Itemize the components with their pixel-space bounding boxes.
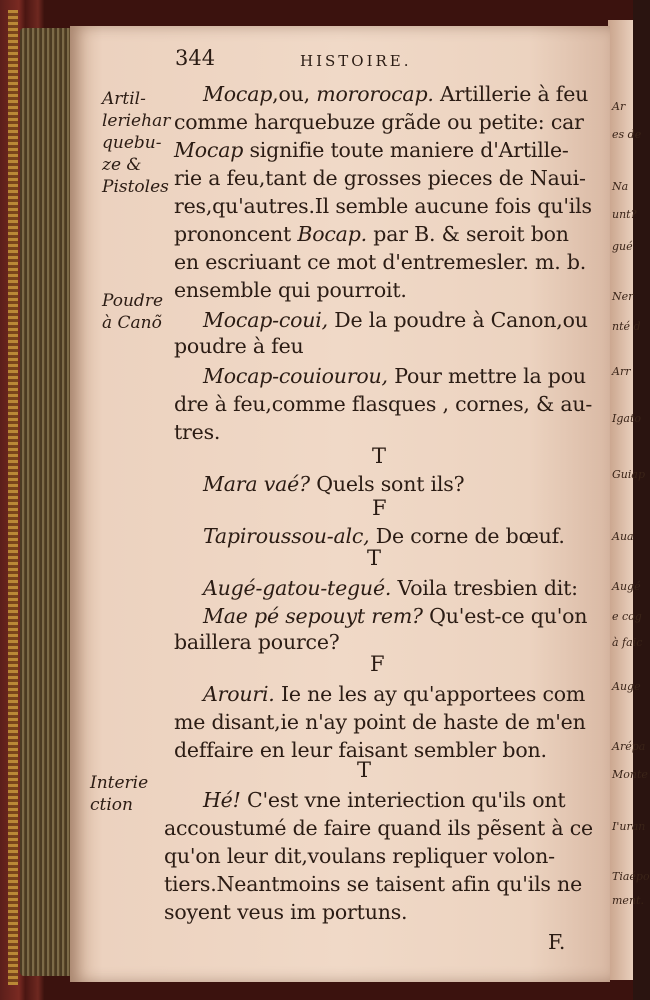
text-line: tiers.Neantmoins se taisent afin qu'ils ne [164,872,582,896]
margin-line: quebu- [102,133,162,153]
text: Ie ne les ay qu'apportees com [274,682,586,706]
next-page-fragment: Auge [612,680,641,693]
term: Tapiroussou-alc, [203,524,370,548]
gilt-edge [8,10,18,985]
text-line [174,220,569,248]
margin-note-interiection [90,772,148,816]
text: Pour mettre la pou [387,364,586,388]
next-page-fragment: unt? [612,208,637,221]
text-line: rie a feu,tant de grosses pieces de Naui- [174,166,586,190]
text-line: res,qu'autres.Il semble aucune fois qu'ils [174,194,592,218]
term: Bocap. [297,222,367,246]
term: Augé-gatou-tegué. [203,576,392,600]
margin-line: Poudre [102,291,164,311]
page-number: 344 [175,46,216,70]
text: signifie toute maniere d'Artille- [243,138,569,162]
text-line: tres. [174,420,221,444]
margin-line: ction [90,795,133,815]
term: Hé! [203,788,241,812]
margin-line: Artil- [102,89,146,109]
text-line [203,80,588,108]
term: Mocap [174,138,244,162]
text: De la poudre à Canon,ou [327,308,588,332]
margin-line: Pistoles [102,177,169,197]
term: Mocap-coui, [203,308,328,332]
text-line: en escriuant ce mot d'entremesler. m. b. [174,250,587,274]
text-line: poudre à feu [174,334,304,358]
text-line: baillera pource? [174,630,340,654]
text: Qu'est-ce qu'on [422,604,588,628]
text-line: ensemble qui pourroit. [174,278,407,302]
next-page-edge [608,20,650,980]
text: C'est vne interiection qu'ils ont [240,788,566,812]
next-page-fragment: Igato [612,412,641,425]
text-line [203,362,586,390]
margin-line: ze & [102,155,142,175]
text-line [174,136,569,164]
text-line: dre à feu,comme flasques , cornes, & au- [174,392,593,416]
next-page-fragment: ment. [612,894,644,907]
term: Mocap-couiourou, [203,364,388,388]
next-page-fragment: Ner [612,290,634,303]
text-line: comme harquebuze grãde ou petite: car [174,110,584,134]
text-line: soyent veus im portuns. [164,900,408,924]
term: Arouri. [203,682,275,706]
text-line [203,786,565,814]
text-line [203,522,565,550]
margin-note-poudre [102,290,163,334]
next-page-fragment: Tiaépo [612,870,650,883]
next-page-fragment: Aua [612,530,634,543]
margin-line: Interie [90,773,149,793]
speaker-letter: F [372,496,387,520]
margin-note-artillerie [102,88,170,198]
text-line [203,602,587,630]
term: Mara vaé? [203,472,310,496]
term: Mae pé sepouyt rem? [203,604,423,628]
next-page-fragment: es de [612,128,642,141]
text-line: qu'on leur dit,voulans repliquer volon- [164,844,555,868]
next-page-fragment: à faic [612,636,643,649]
running-title: HISTOIRE. [300,52,412,70]
text: Quels sont ils? [309,472,465,496]
speaker-letter: T [372,444,387,468]
speaker-letter: F [370,652,385,676]
next-page-fragment: Arr [612,365,631,378]
text-line: accoustumé de faire quand ils pẽsent à ce [164,816,593,840]
text-line [203,680,585,708]
text-line [203,470,464,498]
text-line: deffaire en leur faisant sembler bon. [174,738,547,762]
book-page [70,26,610,982]
text: par B. & seroit bon [366,222,569,246]
next-page-fragment: Na [612,180,629,193]
next-page-fragment: Guiap [612,468,645,481]
next-page-fragment: I'uran [612,820,646,833]
term: mororocap. [316,82,434,106]
next-page-fragment: gué [612,240,633,253]
next-page-fragment: Augé [612,580,641,593]
margin-line: à Canõ [102,313,162,333]
margin-line: leriehar [102,111,171,131]
text: Artillerie à feu [433,82,589,106]
text-line [203,306,588,334]
next-page-fragment: Monte [612,768,648,781]
catchword: F. [548,930,566,954]
text-line [203,574,578,602]
text: De corne de bœuf. [369,524,565,548]
next-page-fragment: Ar [612,100,626,113]
page-edges [20,28,76,976]
term: Mocap [203,82,273,106]
text: Voila tresbien dit: [391,576,578,600]
text: prononcent [174,222,298,246]
speaker-letter: T [357,758,372,782]
text-line: me disant,ie n'ay point de haste de m'en [174,710,586,734]
next-page-fragment: nté d [612,320,641,333]
text: ,ou, [272,82,317,106]
next-page-fragment: e cog [612,610,642,623]
next-page-fragment: Arépa [612,740,646,753]
speaker-letter: T [367,546,382,570]
